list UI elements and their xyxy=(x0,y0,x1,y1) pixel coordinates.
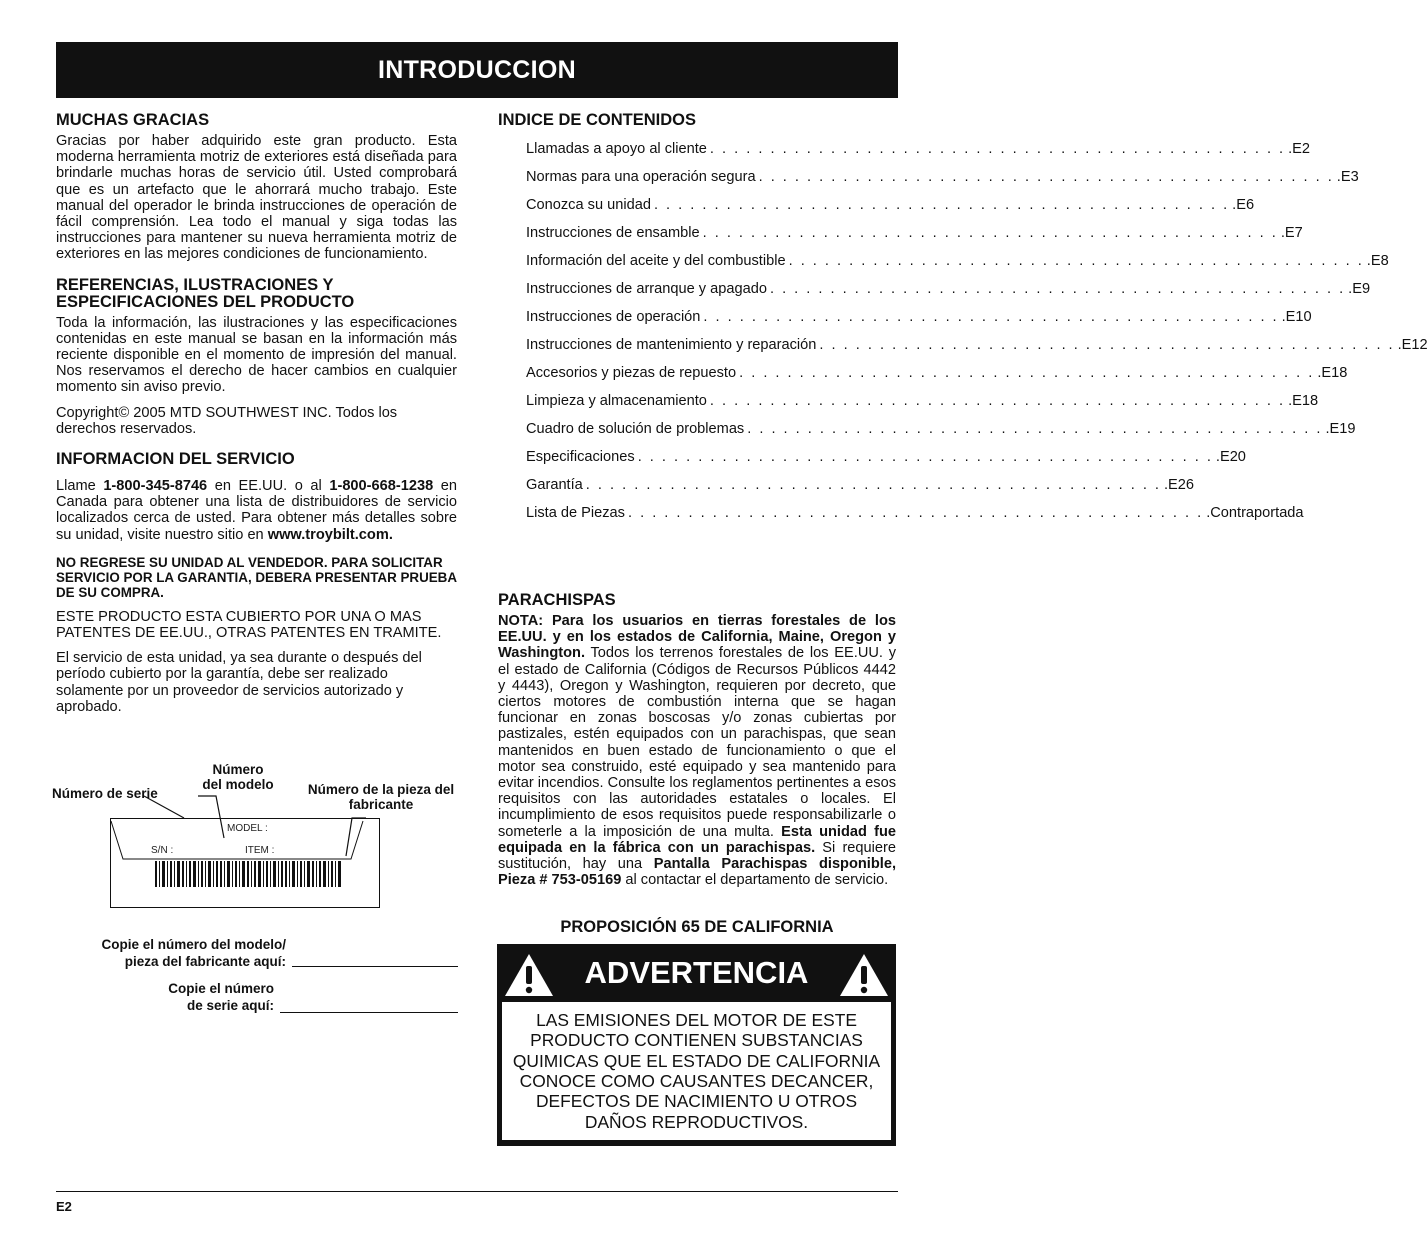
toc-label: Instrucciones de arranque y apagado xyxy=(526,281,767,297)
toc-label: Limpieza y almacenamiento xyxy=(526,393,707,409)
toc-page: .E2 xyxy=(1288,141,1311,157)
toc-list xyxy=(498,141,1428,533)
toc-item xyxy=(526,225,1303,253)
copy-serial-caption xyxy=(56,980,274,1014)
toc-page: .E26 xyxy=(1164,477,1195,493)
warning-text: LAS EMISIONES DEL MOTOR DE ESTE PRODUCTO CONTIENEN SUBSTANCIAS QUIMICAS QUE EL ESTADO DE CALIFORNIA CONOCE COMO CAUSANTES DECANCER, DEFECTOS DE NACIMIENTO U OTROS DAÑOS REPRODUCTIVOS. xyxy=(512,1010,881,1132)
spark-screen-part: Pantalla Parachispas disponible, Pieza # 753-05169 xyxy=(498,856,896,889)
serial-label-diagram xyxy=(52,760,458,1020)
plate-item-label: ITEM : xyxy=(245,845,275,856)
toc-leader: . . . . . . . . . . . . . . . . . . . . . . . . . . . . . . . . . . . . . . . . . . . . . . . . xyxy=(739,365,1315,381)
toc-label: Garantía xyxy=(526,477,583,493)
model-number-callout: Número del modelo xyxy=(202,762,274,792)
toc-leader: . . . . . . . . . . . . . . . . . . . . . . . . . . . . . . . . . . . . . . . . . . . . . . . . xyxy=(627,505,1204,521)
toc-item xyxy=(526,449,1246,477)
warning-title: ADVERTENCIA xyxy=(584,955,809,990)
website-link: www.troybilt.com. xyxy=(267,526,393,543)
thanks-heading: MUCHAS GRACIAS xyxy=(56,111,210,129)
toc-item xyxy=(526,393,1319,421)
toc-item xyxy=(526,365,1348,393)
warning-triangle-icon xyxy=(503,952,555,998)
spark-text-2: Si requiere sustitución, hay una xyxy=(498,839,896,873)
copy-model-caption xyxy=(56,936,286,970)
spark-section xyxy=(498,592,896,897)
warning-header xyxy=(497,944,896,1002)
toc-leader: . . . . . . . . . . . . . . . . . . . . . . . . . . . . . . . . . . . . . . . . . . . . . . . . xyxy=(747,421,1323,437)
phone-canada: 1-800-668-1238 xyxy=(329,478,434,495)
toc-heading: INDICE DE CONTENIDOS xyxy=(498,111,697,129)
right-column xyxy=(498,111,1428,889)
toc-item xyxy=(526,253,1389,281)
refs-body: Toda la información, las ilustraciones y las especificaciones contenidas en este manual se basan en la información más reciente disponible en el momento de impresión del manual. Nos reservamos el derecho de hacer cambios en cualquier momento sin aviso previo. xyxy=(56,314,457,396)
toc-label: Accesorios y piezas de repuesto xyxy=(526,365,737,381)
toc-label: Cuadro de solución de problemas xyxy=(526,421,745,437)
spark-body xyxy=(498,613,896,888)
left-column xyxy=(56,112,457,724)
toc-page: .E20 xyxy=(1215,449,1246,465)
spark-equipped: Esta unidad fue equipada en la fábrica con un parachispas. xyxy=(498,823,897,856)
warning-body xyxy=(502,1002,891,1140)
toc-page: .E12 xyxy=(1397,337,1428,353)
toc-page: .E18 xyxy=(1288,393,1319,409)
part-number-callout: Número de la pieza del fabricante xyxy=(307,782,455,812)
toc-leader: . . . . . . . . . . . . . . . . . . . . . . . . . . . . . . . . . . . . . . . . . . . . . . . . xyxy=(637,449,1213,465)
toc-label: Lista de Piezas xyxy=(526,505,625,521)
toc-item xyxy=(526,477,1195,505)
toc-leader: . . . . . . . . . . . . . . . . . . . . . . . . . . . . . . . . . . . . . . . . . . . . . . . . xyxy=(653,197,1230,213)
toc-leader: . . . . . . . . . . . . . . . . . . . . . . . . . . . . . . . . . . . . . . . . . . . . . . . . xyxy=(788,253,1364,269)
toc-label: Información del aceite y del combustible xyxy=(526,253,786,269)
toc-leader: . . . . . . . . . . . . . . . . . . . . . . . . . . . . . . . . . . . . . . . . . . . . . . . . xyxy=(709,141,1286,157)
patents-notice: ESTE PRODUCTO ESTA CUBIERTO POR UNA O MAS PATENTES DE EE.UU., OTRAS PATENTES EN TRAMITE. xyxy=(56,608,442,642)
service-text-b: en EE.UU. o al xyxy=(207,478,330,495)
toc-page: .E10 xyxy=(1281,309,1312,325)
toc-item xyxy=(526,505,1304,533)
serial-number-callout: Número de serie xyxy=(52,786,158,801)
warning-triangle-icon xyxy=(838,952,890,998)
toc-page: .Contraportada xyxy=(1206,505,1304,521)
toc-page: .E7 xyxy=(1280,225,1303,241)
toc-leader: . . . . . . . . . . . . . . . . . . . . . . . . . . . . . . . . . . . . . . . . . . . . . . . . xyxy=(819,337,1395,353)
toc-item xyxy=(526,169,1359,197)
page-title-banner xyxy=(56,42,898,98)
spark-text-3: al contactar el departamento de servicio. xyxy=(621,872,889,889)
copy-model-line-1: Copie el número del modelo/ xyxy=(101,937,286,952)
toc-item xyxy=(526,421,1356,449)
toc-leader: . . . . . . . . . . . . . . . . . . . . . . . . . . . . . . . . . . . . . . . . . . . . . . . . xyxy=(702,225,1278,241)
toc-label: Llamadas a apoyo al cliente xyxy=(526,141,707,157)
toc-leader: . . . . . . . . . . . . . . . . . . . . . . . . . . . . . . . . . . . . . . . . . . . . . . . . xyxy=(703,309,1279,325)
page-number: E2 xyxy=(56,1199,72,1214)
warning-box xyxy=(497,944,896,1146)
toc-label: Conozca su unidad xyxy=(526,197,651,213)
toc-label: Normas para una operación segura xyxy=(526,169,756,185)
copy-serial-line-1: Copie el número xyxy=(168,981,274,996)
toc-label: Instrucciones de ensamble xyxy=(526,225,700,241)
toc-label: Instrucciones de operación xyxy=(526,309,701,325)
toc-page: .E18 xyxy=(1317,365,1348,381)
service-contact xyxy=(56,478,457,543)
toc-leader: . . . . . . . . . . . . . . . . . . . . . . . . . . . . . . . . . . . . . . . . . . . . . . . . xyxy=(758,169,1334,185)
serial-write-line[interactable] xyxy=(280,1012,458,1013)
spark-note: NOTA: Para los usuarios en tierras forestales de los EE.UU. y en los estados de California, Maine, Oregon y Washington. xyxy=(498,613,896,662)
toc-leader: . . . . . . . . . . . . . . . . . . . . . . . . . . . . . . . . . . . . . . . . . . . . . . . . xyxy=(709,393,1286,409)
copy-model-line-2: pieza del fabricante aquí: xyxy=(124,954,286,969)
copy-serial-line-2: de serie aquí: xyxy=(186,998,274,1013)
toc-item xyxy=(526,309,1312,337)
toc-leader: . . . . . . . . . . . . . . . . . . . . . . . . . . . . . . . . . . . . . . . . . . . . . . . . xyxy=(769,281,1346,297)
prop65-heading: PROPOSICIÓN 65 DE CALIFORNIA xyxy=(560,918,834,936)
toc-item xyxy=(526,281,1371,309)
toc-item xyxy=(526,197,1255,225)
toc-page: .E9 xyxy=(1348,281,1371,297)
refs-heading: REFERENCIAS, ILUSTRACIONES Y ESPECIFICACIONES DEL PRODUCTO xyxy=(56,275,355,311)
spark-heading: PARACHISPAS xyxy=(498,591,616,609)
model-write-line[interactable] xyxy=(292,966,458,967)
toc-page: .E19 xyxy=(1325,421,1356,437)
toc-label: Instrucciones de mantenimiento y reparación xyxy=(526,337,817,353)
service-heading: INFORMACION DEL SERVICIO xyxy=(56,450,295,469)
return-notice: NO REGRESE SU UNIDAD AL VENDEDOR. PARA SOLICITAR SERVICIO POR LA GARANTIA, DEBERA PRESENTAR PRUEBA DE SU COMPRA. xyxy=(56,554,457,600)
phone-us: 1-800-345-8746 xyxy=(103,478,208,495)
toc-page: .E8 xyxy=(1366,253,1389,269)
serial-plate xyxy=(110,818,380,908)
plate-model-label: MODEL : xyxy=(227,823,268,834)
service-text-a: Llame xyxy=(56,478,104,495)
toc-leader: . . . . . . . . . . . . . . . . . . . . . . . . . . . . . . . . . . . . . . . . . . . . . . . . xyxy=(585,477,1161,493)
thanks-body: Gracias por haber adquirido este gran producto. Esta moderna herramienta motriz de exteriores está diseñada para brindarle muchas horas de servicio útil. Usted comprobará que es un artefacto que le ahorrará mucho trabajo. Este manual del operador le brinda instrucciones de operación de fácil comprensión. Lea todo el manual y siga todas las instrucciones para mantener su nueva herramienta motriz de exteriores en las mejores condiciones de funcionamiento. xyxy=(56,133,457,263)
spark-text-1: Todos los terrenos forestales de los EE.UU. y el estado de California (Códigos de Recursos Públicos 4442 y 4443), Oregon y Washington, requieren por decreto, que ciertos motores de combustión interna que se hagan funcionar en zonas boscosas y/o zonas cubiertas por pastizales, estén equipados con un parachispas, que sean mantenidos en buen estado de funcionamiento o que el motor sea construido, esté equipado y sea mantenido para evitar incendios. Consulte los reglamentos pertinentes a esos requisitos con las autoridades estatales o locales. El incumplimiento de esos requisitos puede responsabilizarle o someterle a la imposición de una multa. xyxy=(498,645,896,840)
service-text-c: en Canada para obtener una lista de distribuidores de servicio localizados cerca de usted. Para obtener más detalles sobre su unidad, visite nuestro sitio en xyxy=(56,478,457,543)
toc-item xyxy=(526,141,1311,169)
toc-label: Especificaciones xyxy=(526,449,635,465)
toc-item xyxy=(526,337,1428,365)
copyright: Copyright© 2005 MTD SOUTHWEST INC. Todos los derechos reservados. xyxy=(56,404,398,437)
page-title: INTRODUCCION xyxy=(377,55,577,84)
toc-page: .E3 xyxy=(1336,169,1359,185)
warranty-service: El servicio de esta unidad, ya sea durante o después del período cubierto por la garantía, debe ser realizado solamente por un proveedor de servicios autorizado y aprobado. xyxy=(56,650,422,715)
toc-page: .E6 xyxy=(1232,197,1255,213)
plate-sn-label: S/N : xyxy=(151,845,174,856)
barcode xyxy=(155,861,343,887)
footer-rule xyxy=(56,1191,898,1192)
